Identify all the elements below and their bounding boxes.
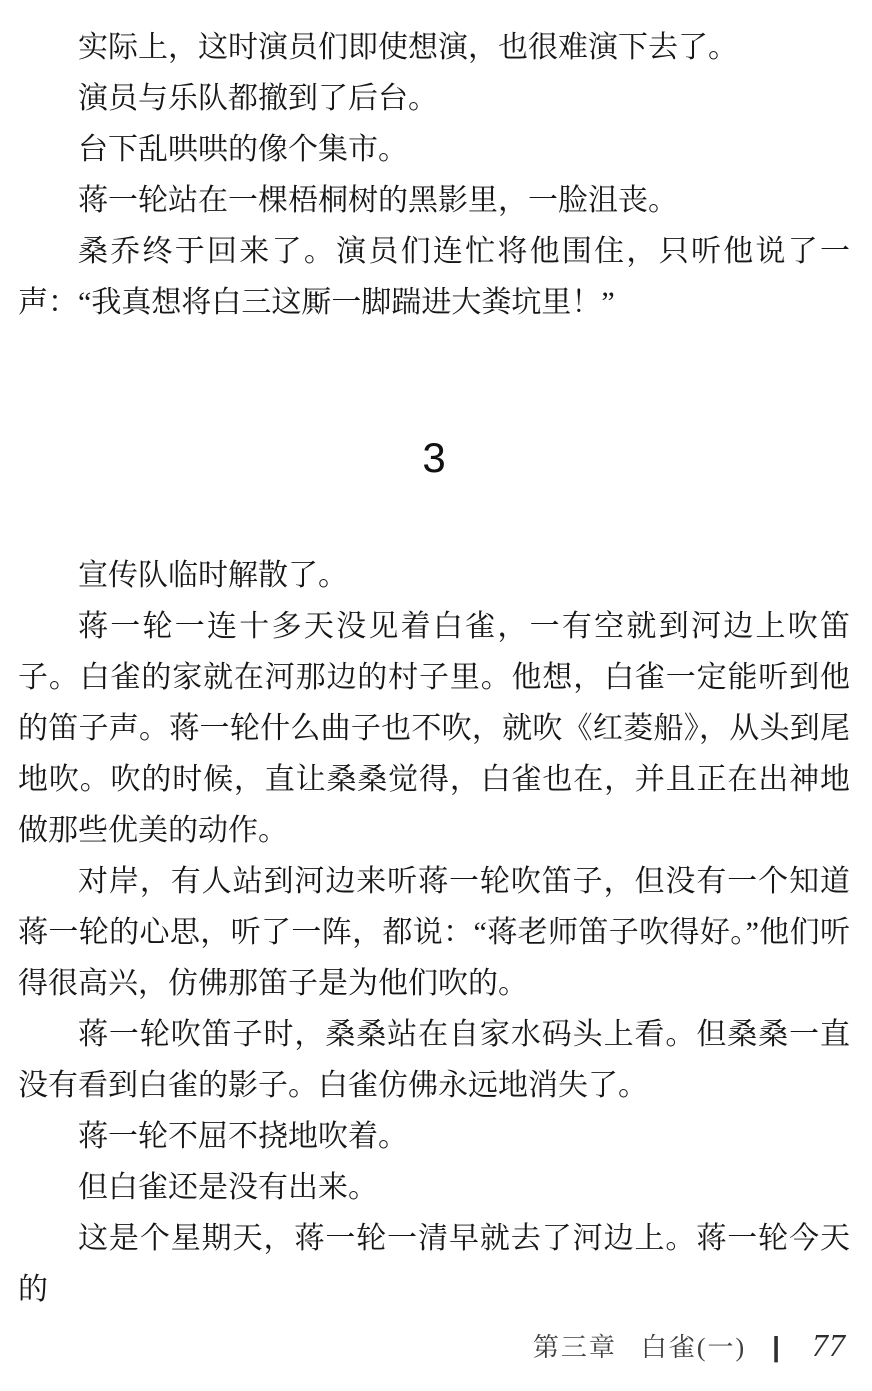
paragraph: 桑乔终于回来了。演员们连忙将他围住，只听他说了一声：“我真想将白三这厮一脚踹进大粪坑里！” <box>18 235 850 319</box>
paragraph: 蒋一轮吹笛子时，桑桑站在自家水码头上看。但桑桑一直没有看到白雀的影子。白雀仿佛永远地消失了。 <box>18 1018 850 1102</box>
paragraph: 演员与乐队都撤到了后台。 <box>78 82 438 115</box>
footer-chapter-label: 第三章 <box>532 1333 617 1362</box>
footer-chapter-title: 白雀(一) <box>640 1333 747 1362</box>
paragraph: 蒋一轮站在一棵梧桐树的黑影里，一脸沮丧。 <box>78 184 678 217</box>
section-number: 3 <box>422 434 446 481</box>
paragraph: 但白雀还是没有出来。 <box>78 1171 378 1204</box>
paragraph: 蒋一轮不屈不挠地吹着。 <box>78 1120 408 1153</box>
paragraph: 蒋一轮一连十多天没见着白雀，一有空就到河边上吹笛子。白雀的家就在河那边的村子里。他想，白雀一定能听到他的笛子声。蒋一轮什么曲子也不吹，就吹《红菱船》，从头到尾地吹。吹的时候，直让桑桑觉得，白雀也在，并且正在出神地做那些优美的动作。 <box>18 610 850 847</box>
paragraph: 这是个星期天，蒋一轮一清早就去了河边上。蒋一轮今天的 <box>18 1222 850 1306</box>
footer-page-number: 77 <box>812 1327 846 1363</box>
paragraph: 宣传队临时解散了。 <box>78 559 348 592</box>
paragraph: 台下乱哄哄的像个集市。 <box>78 133 408 166</box>
paragraph: 对岸，有人站到河边来听蒋一轮吹笛子，但没有一个知道蒋一轮的心思，听了一阵，都说：“蒋老师笛子吹得好。”他们听得很高兴，仿佛那笛子是为他们吹的。 <box>18 865 850 1000</box>
footer-separator: | <box>772 1331 782 1362</box>
paragraph: 实际上，这时演员们即使想演，也很难演下去了。 <box>78 31 738 64</box>
page-footer <box>533 1328 846 1365</box>
